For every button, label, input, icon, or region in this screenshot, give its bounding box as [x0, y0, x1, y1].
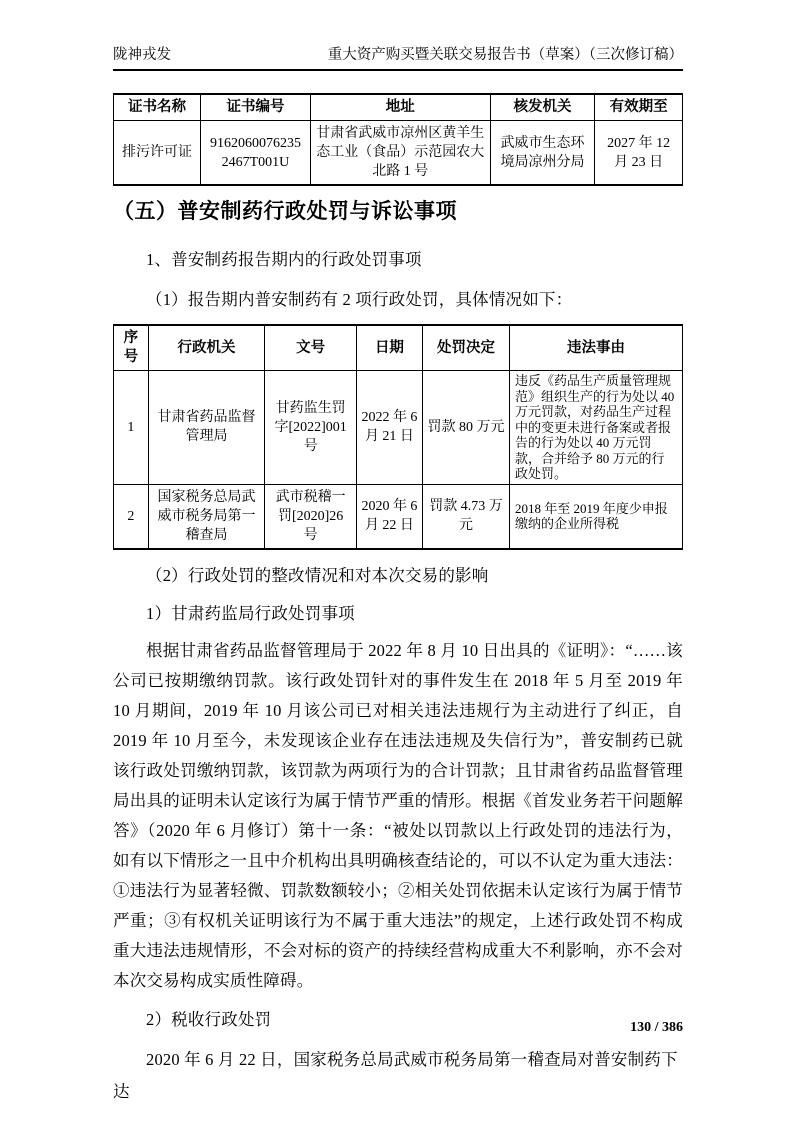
column-header: 文号 [265, 325, 357, 371]
table-row [114, 484, 683, 549]
table-header-row [114, 325, 683, 371]
table-cell: 2020 年 6 月 22 日 [356, 484, 422, 549]
table-cell: 武市税稽一罚[2020]26 号 [265, 484, 357, 549]
subsection-title: 2）税收行政处罚 [146, 1009, 272, 1029]
header-report-title: 重大资产购买暨关联交易报告书（草案）（三次修订稿） [327, 47, 683, 63]
column-header: 证书名称 [114, 94, 201, 121]
column-header: 序号 [114, 325, 149, 371]
body-paragraph: 根据甘肃省药品监督管理局于 2022 年 8 月 10 日出具的《证明》：“……该公司已按期缴纳罚款。该行政处罚针对的事件发生在 2018 年 5 月至 2019 年 10 月期间，2019 年 10 月该公司已对相关违法违规行为主动进行了纠正，自 2019 年 10 月至今，未发现该企业存在违法违规及失信行为”，普安制药已就该行政处罚缴纳罚款，该罚款为两项行为的合计罚款；且甘肃省药品监督管理局出具的证明未认定该行为属于情节严重的情形。根据《首发业务若干问题解答》（2020 年 6 月修订）第十一条：“被处以罚款以上行政处罚的违法行为，如有以下情形之一且中介机构出具明确核查结论的，可以不认定为重大违法：①违法行为显著轻微、罚款数额较小；②相关处罚依据未认定该行为属于情节严重；③有权机关证明该行为不属于重大违法”的规定，上述行政处罚不构成重大违法违规情形，不会对标的资产的持续经营构成重大不利影响，亦不会对本次交易构成实质性障碍。 [113, 640, 683, 990]
page-header [113, 46, 683, 71]
table-header-row [114, 94, 683, 121]
column-header: 证书编号 [201, 94, 311, 121]
table-cell: 9162060076235 2467T001U [201, 121, 311, 186]
column-header: 处罚决定 [422, 325, 509, 371]
subsection-title: 1、普安制药报告期内的行政处罚事项 [146, 250, 422, 270]
table-cell: 罚款 80 万元 [422, 371, 509, 485]
table-row [114, 121, 683, 186]
certificate-table [113, 93, 683, 186]
table-cell: 2018 年至 2019 年度少申报缴纳的企业所得税 [509, 484, 682, 549]
table-cell: 甘肃省药品监督管理局 [148, 371, 265, 485]
table-cell: 排污许可证 [114, 121, 201, 186]
penalty-table [113, 324, 683, 550]
subsection-title: （2）行政处罚的整改情况和对本次交易的影响 [146, 565, 489, 585]
column-header: 日期 [356, 325, 422, 371]
paragraph-intro: （1）报告期内普安制药有 2 项行政处罚，具体情况如下： [146, 290, 573, 310]
table-cell: 甘肃省武威市凉州区黄羊生态工业（食品）示范园农大北路 1 号 [310, 121, 490, 186]
section-heading: （五）普安制药行政处罚与诉讼事项 [113, 200, 457, 224]
table-cell: 武威市生态环境局凉州分局 [490, 121, 595, 186]
column-header: 有效期至 [595, 94, 683, 121]
table-cell: 2022 年 6 月 21 日 [356, 371, 422, 485]
table-cell: 甘药监生罚字[2022]001 号 [265, 371, 357, 485]
table-cell: 违反《药品生产质量管理规范》组织生产的行为处以 40 万元罚款，对药品生产过程中的变更未进行备案或者报告的行为处以 40 万元罚款，合并给予 80 万元的行政处罚。 [509, 371, 682, 485]
subsection-title: 1）甘肃药监局行政处罚事项 [146, 603, 355, 623]
column-header: 行政机关 [148, 325, 265, 371]
header-company-name: 陇神戎发 [113, 47, 171, 63]
table-cell: 1 [114, 371, 149, 485]
table-row [114, 371, 683, 485]
column-header: 地址 [310, 94, 490, 121]
table-cell: 罚款 4.73 万元 [422, 484, 509, 549]
column-header: 核发机关 [490, 94, 595, 121]
table-cell: 2027 年 12 月 23 日 [595, 121, 683, 186]
column-header: 违法事由 [509, 325, 682, 371]
table-cell: 2 [114, 484, 149, 549]
page-number: 130 / 386 [630, 1020, 683, 1035]
table-cell: 国家税务总局武威市税务局第一稽查局 [148, 484, 265, 549]
body-paragraph: 2020 年 6 月 22 日，国家税务总局武威市税务局第一稽查局对普安制药下达 [113, 1049, 678, 1101]
